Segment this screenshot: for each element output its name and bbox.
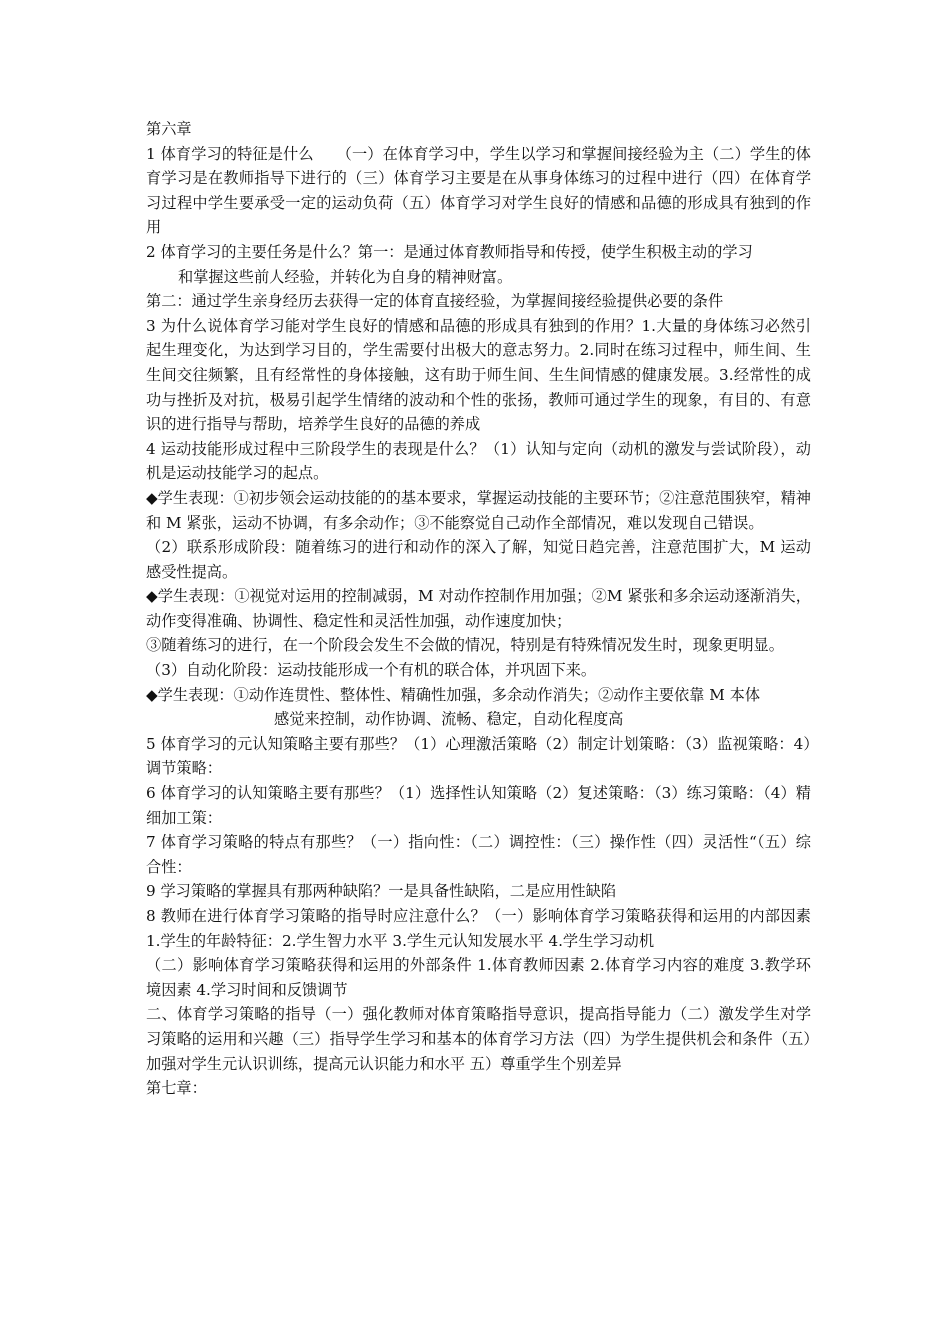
paragraph: ◆学生表现：①初步领会运动技能的的基本要求，掌握运动技能的主要环节；②注意范围狭窄，精神和 M 紧张，运动不协调，有多余动作；③不能察觉自己动作全部情况，难以发现自己错误。: [146, 488, 811, 532]
paragraph: 5 体育学习的元认知策略主要有那些？（1）心理激活策略（2）制定计划策略：（3）监视策略：4）调节策略：: [146, 734, 811, 778]
paragraph: ◆学生表现：①动作连贯性、整体性、精确性加强，多余动作消失；②动作主要依靠 M 本体: [146, 685, 761, 704]
chapter-heading: 第六章: [146, 120, 192, 138]
paragraph: 和掌握这些前人经验，并转化为自身的精神财富。: [178, 267, 513, 286]
chapter-heading: 第七章：: [146, 1079, 207, 1098]
paragraph: 二、体育学习策略的指导（一）强化教师对体育策略指导意识，提高指导能力（二）激发学生对学习策略的运用和兴趣（三）指导学生学习和基本的体育学习方法（四）为学生提供机会和条件（五）加强对学生元认识训练，提高元认识能力和水平 五）尊重学生个别差异: [146, 1005, 811, 1073]
paragraph: 4 运动技能形成过程中三阶段学生的表现是什么？（1）认知与定向（动机的激发与尝试阶段），动机是运动技能学习的起点。: [146, 439, 811, 483]
paragraph: ◆学生表现：①视觉对运用的控制减弱，M 对动作控制作用加强；②M 紧张和多余运动逐渐消失，动作变得准确、协调性、稳定性和灵活性加强，动作速度加快；: [146, 587, 811, 630]
paragraph: （2）联系形成阶段：随着练习的进行和动作的深入了解，知觉日趋完善，注意范围扩大，M 运动感受性提高。: [146, 538, 811, 581]
paragraph: 7 体育学习策略的特点有那些？（一）指向性：（二）调控性：（三）操作性（四）灵活性“（五）综合性：: [146, 833, 811, 876]
paragraph: （二）影响体育学习策略获得和运用的外部条件 1.体育教师因素 2.体育学习内容的难度 3.教学环境因素 4.学习时间和反馈调节: [146, 956, 811, 999]
paragraph: 2 体育学习的主要任务是什么？第一：是通过体育教师指导和传授，使学生积极主动的学习: [146, 242, 753, 261]
paragraph: ③随着练习的进行，在一个阶段会发生不会做的情况，特别是有特殊情况发生时，现象更明显。: [146, 636, 784, 655]
paragraph: 1 体育学习的特征是什么 （一）在体育学习中，学生以学习和掌握间接经验为主（二）学生的体育学习是在教师指导下进行的（三）体育学习主要是在从事身体练习的过程中进行（四）在体育学习过程中学生要承受一定的运动负荷（五）体育学习对学生良好的情感和品德的形成具有独到的作用: [146, 144, 811, 237]
paragraph: 第二：通过学生亲身经历去获得一定的体育直接经验，为掌握间接经验提供必要的条件: [146, 292, 724, 311]
paragraph: （3）自动化阶段：运动技能形成一个有机的联合体，并巩固下来。: [146, 661, 597, 680]
paragraph: 9 学习策略的掌握具有那两种缺陷？一是具备性缺陷，二是应用性缺陷: [146, 882, 617, 901]
paragraph: 感觉来控制，动作协调、流畅、稳定，自动化程度高: [274, 710, 624, 729]
paragraph: 8 教师在进行体育学习策略的指导时应注意什么？（一）影响体育学习策略获得和运用的内部因素 1.学生的年龄特征：2.学生智力水平 3.学生元认知发展水平 4.学生学习动机: [146, 907, 811, 950]
paragraph: 3 为什么说体育学习能对学生良好的情感和品德的形成具有独到的作用？1.大量的身体练习必然引起生理变化，为达到学习目的，学生需要付出极大的意志努力。2.同时在练习过程中，师生间、生生间交往频繁，且有经常性的身体接触，这有助于师生间、生生间情感的健康发展。3.经常性的成功与挫折及对抗，极易引起学生情绪的波动和个性的张扬，教师可通过学生的现象，有目的、有意识的进行指导与帮助，培养学生良好的品德的养成: [146, 316, 811, 434]
paragraph: 6 体育学习的认知策略主要有那些？（1）选择性认知策略（2）复述策略：（3）练习策略：（4）精细加工策：: [146, 784, 811, 827]
document-body: [146, 117, 811, 1101]
